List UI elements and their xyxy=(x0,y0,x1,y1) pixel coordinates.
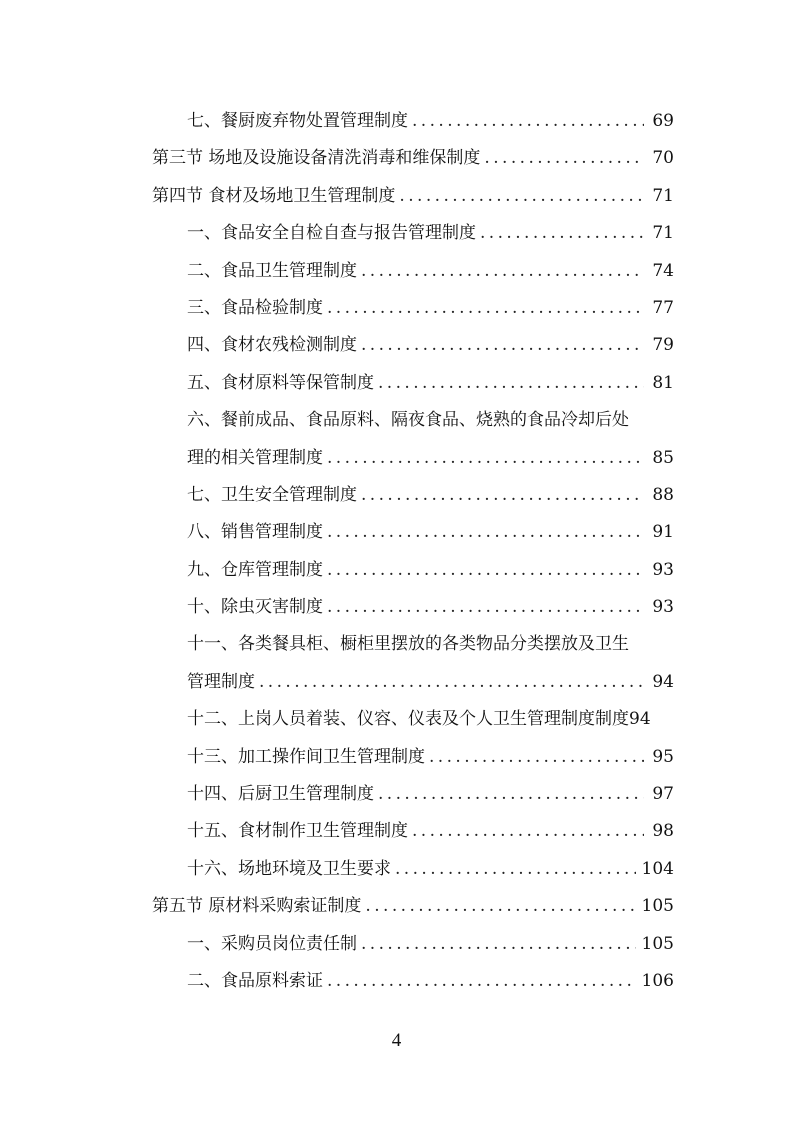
toc-entry-title: 一、采购员岗位责任制 xyxy=(187,933,357,954)
toc-leader-dots xyxy=(327,290,644,327)
toc-entry-page: 104 xyxy=(641,858,674,879)
toc-entry-title: 十四、后厨卫生管理制度 xyxy=(187,784,374,805)
toc-entry-title: 理的相关管理制度 xyxy=(187,447,323,468)
table-of-contents xyxy=(152,103,674,1000)
toc-entry-page: 95 xyxy=(652,746,674,767)
toc-entry-page: 71 xyxy=(652,185,674,206)
toc-entry-title: 十三、加工操作间卫生管理制度 xyxy=(187,746,425,767)
toc-leader-dots xyxy=(327,552,644,589)
toc-leader-dots xyxy=(399,178,644,215)
toc-entry-page: 93 xyxy=(652,559,674,580)
toc-leader-dots xyxy=(327,440,644,477)
toc-entry[interactable] xyxy=(152,888,674,925)
toc-entry[interactable] xyxy=(187,440,674,477)
toc-leader-dots xyxy=(484,140,644,177)
toc-entry[interactable] xyxy=(187,776,674,813)
toc-entry-title: 四、食材农残检测制度 xyxy=(187,335,357,356)
toc-entry-title: 十五、食材制作卫生管理制度 xyxy=(187,821,408,842)
page-number: 4 xyxy=(391,1030,402,1051)
toc-entry-title: 七、卫生安全管理制度 xyxy=(187,484,357,505)
toc-leader-dots xyxy=(259,664,644,701)
toc-leader-dots xyxy=(480,215,644,252)
toc-entry[interactable] xyxy=(187,739,674,776)
toc-leader-dots xyxy=(361,253,644,290)
toc-entry[interactable] xyxy=(187,664,674,701)
toc-entry[interactable] xyxy=(187,290,674,327)
toc-leader-dots xyxy=(429,739,644,776)
toc-entry[interactable] xyxy=(187,701,674,738)
toc-leader-dots xyxy=(365,888,635,925)
toc-entry-page: 71 xyxy=(652,223,674,244)
toc-entry-title: 九、仓库管理制度 xyxy=(187,559,323,580)
toc-leader-dots xyxy=(327,963,636,1000)
toc-entry-title: 六、餐前成品、食品原料、隔夜食品、烧熟的食品冷却后处 xyxy=(187,410,629,431)
toc-leader-dots xyxy=(378,776,644,813)
toc-leader-dots xyxy=(412,103,644,140)
toc-entry-title: 一、食品安全自检自查与报告管理制度 xyxy=(187,223,476,244)
toc-entry-page: 70 xyxy=(652,148,674,169)
toc-entry[interactable] xyxy=(187,365,674,402)
toc-entry[interactable] xyxy=(187,926,674,963)
toc-entry[interactable] xyxy=(187,103,674,140)
toc-entry-title: 五、食材原料等保管制度 xyxy=(187,372,374,393)
toc-entry-title: 三、食品检验制度 xyxy=(187,297,323,318)
toc-entry-page: 94 xyxy=(652,671,674,692)
toc-entry[interactable] xyxy=(187,215,674,252)
toc-entry-page: 97 xyxy=(652,784,674,805)
toc-entry-title: 十六、场地环境及卫生要求 xyxy=(187,858,391,879)
toc-entry-title: 八、销售管理制度 xyxy=(187,522,323,543)
toc-entry-title: 十一、各类餐具柜、橱柜里摆放的各类物品分类摆放及卫生 xyxy=(187,634,629,655)
toc-leader-dots xyxy=(412,813,644,850)
toc-entry[interactable] xyxy=(187,327,674,364)
toc-entry[interactable] xyxy=(187,851,674,888)
toc-entry-page: 93 xyxy=(652,597,674,618)
toc-leader-dots xyxy=(327,514,644,551)
toc-entry-title: 第四节 食材及场地卫生管理制度 xyxy=(152,185,396,206)
toc-entry-page: 105 xyxy=(641,933,674,954)
toc-entry-wrapped-first-line[interactable] xyxy=(187,626,674,663)
toc-entry-title: 二、食品卫生管理制度 xyxy=(187,260,357,281)
toc-entry[interactable] xyxy=(187,514,674,551)
toc-entry-title: 十、除虫灭害制度 xyxy=(187,597,323,618)
toc-entry[interactable] xyxy=(187,813,674,850)
toc-entry-title: 第五节 原材料采购索证制度 xyxy=(152,896,362,917)
toc-entry-page: 69 xyxy=(652,111,674,131)
toc-entry-page: 91 xyxy=(652,522,674,543)
toc-entry-title: 十二、上岗人员着装、仪容、仪表及个人卫生管理制度制度94 xyxy=(187,709,651,730)
toc-entry[interactable] xyxy=(187,253,674,290)
toc-entry[interactable] xyxy=(187,589,674,626)
toc-entry-page: 85 xyxy=(652,447,674,468)
toc-entry[interactable] xyxy=(152,140,674,177)
toc-entry-page: 79 xyxy=(652,335,674,356)
toc-leader-dots xyxy=(361,926,636,963)
toc-entry-page: 81 xyxy=(652,372,674,393)
toc-entry[interactable] xyxy=(187,963,674,1000)
toc-entry[interactable] xyxy=(152,178,674,215)
toc-entry-page: 77 xyxy=(652,297,674,318)
toc-entry-page: 74 xyxy=(652,260,674,281)
toc-leader-dots xyxy=(361,327,644,364)
toc-entry-wrapped-first-line[interactable] xyxy=(187,402,674,439)
toc-leader-dots xyxy=(361,477,644,514)
toc-entry[interactable] xyxy=(187,477,674,514)
toc-entry-title: 第三节 场地及设施设备清洗消毒和维保制度 xyxy=(152,148,481,169)
toc-entry-page: 105 xyxy=(641,896,674,917)
toc-leader-dots xyxy=(395,851,636,888)
toc-leader-dots xyxy=(327,589,644,626)
toc-entry-page: 88 xyxy=(652,484,674,505)
toc-entry-page: 106 xyxy=(641,970,674,991)
toc-entry-title: 二、食品原料索证 xyxy=(187,970,323,991)
toc-entry-page: 98 xyxy=(652,821,674,842)
toc-entry-title: 管理制度 xyxy=(187,671,255,692)
toc-entry-title: 七、餐厨废弃物处置管理制度 xyxy=(187,111,408,131)
toc-leader-dots xyxy=(378,365,644,402)
toc-entry[interactable] xyxy=(187,552,674,589)
